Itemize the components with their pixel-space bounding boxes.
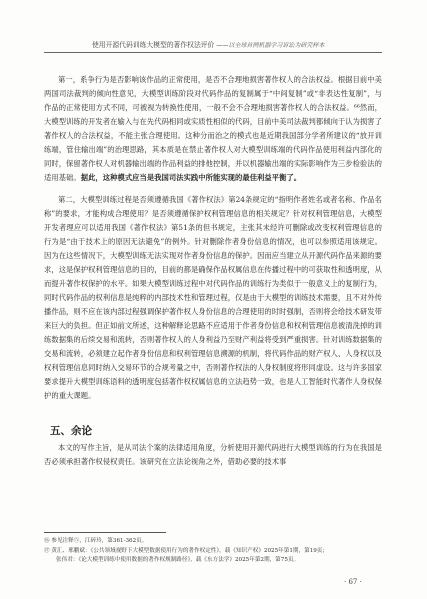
footnotes [44, 537, 382, 566]
footnote-66: ⑯ 参见注释⑤，江碎玲，第361-362页。 [44, 538, 148, 544]
paragraph-first [44, 73, 382, 185]
paragraph-second-text: 第二，大模型训练过程是否须遵循我国《著作权法》第24条规定的“指明作者姓名或者名称、作品名称”的要求，才能构成合理使用？是否须遵循保护权利管理信息的相关规定？针对权利管理信息，大模型开发者理应可以适用我国《著作权法》第51条的但书规定，主张其未经许可删除或改变权利管理信息的行为是“由于技术上的原因无法避免”的例外。针对删除作者身份信息的情况，也可以参照适用该规定。因为在这些情况下，大模型训练无法实现对作者身份信息的保护。 [44, 195, 382, 260]
running-head-subtitle: ——以全球首例机器学习诉讼为研究样本 [216, 42, 325, 49]
paragraph-second [44, 193, 382, 403]
footnote-67-continued: 张伟君：《论大模型训练中使用数据的著作权规制路径》，载《东方法学》2025年第2期，第75页。 [56, 557, 300, 564]
paragraph-first-bold: 据此，这种模式应当是我国司法实践中所能实现的最佳利益平衡了。 [80, 173, 302, 182]
paragraph-second-tail: 因而应当建立从开源代码作品来源的要求，这是保护权利管理信息的目的，目前的都是确保作品权属信息在传播过程中的可获取性和透明度，从而提升著作权保护的水平。如果大模型训练过程中对代码作品的训练行为类似于一般意义上的复制行为，同时代码作品的权利信息是纯粹的内部技术性和管理过程，仅是由于大模型的训练技术需要，且不对外传播作品，则不应在该内部过程强调保护著作权人身份信息的合理使用的时时强制，否则将会给技术研发带来巨大的负担。但正如前文所述，这种解释论思路不应适用于作者身份信息和权利管理信息被清洗掉的训练数据集的后续交易和流转，否则著作权人的人身利益乃至财产利益将受到严重损害。针对训练数据集的交易和流转，必须建立起作者身份信息和权利管理信息溯源的机制，将代码作品的财产权人、人身权以及权利管理信息同时纳入交易环节的合规考量之中，否则著作权法的人身权制度将形同虚设。这与许多国家要求提升大模型训练语料的透明度包括著作权权属信息的立法趋势一致，也是人工智能时代著作人身权保护的重大课题。 [44, 251, 382, 400]
footnote-67: ⑰ 黄汇、邢鹏斌：《公共领域视野下大模型数据使用行为的著作权定性》，载《知识产权》2025年第1期，第19页； [44, 547, 328, 554]
footnote-rule [44, 532, 166, 533]
running-head [92, 41, 392, 50]
conclusion-paragraph: 本文的写作主旨，是从司法个案的法律适用角度，分析使用开源代码进行大模型训练的行为在我国是否必须承担著作权侵权责任。该研究在立法论视角之外，借助必要的技术事 [44, 443, 382, 466]
main-body [44, 73, 382, 411]
conclusion-body [44, 441, 382, 477]
section-heading-conclusion: 五、余论 [50, 425, 92, 437]
paragraph-first-text: 第一，系争行为是否影响该作品的正常使用，是否不合理地损害著作权人的合法权益。根据目前中美两国司法裁判的倾向性意见，大模型训练阶段对代码作品的复制属于“中间复制”或“非表达性复制”，与作品的正常使用方式不同，可被视为转换性使用，一般不会不合理地损害著作权人的合法权益。⁶⁶然而，大模型训练的开发者在输入与在先代码相同或实质性相似的代码，目前中美司法裁判都倾向于认为损害了著作权人的合法权益，不能主张合理使用。这种分而治之的模式也是近期我国部分学者所建议的“放开训练端，管住输出端”的治理思路，其本质是在禁止著作权人对大模型训练端的代码作品使用利益内部化的同时，保留著作权人对机器输出端的作品利益的排他控制，并以机器输出端的实际影响作为三步检验法的适用基础。 [44, 75, 382, 182]
header-rule [44, 52, 382, 53]
page-number: · 67 · [344, 578, 362, 586]
running-head-title: 使用开源代码训练大模型的著作权法评价 [92, 41, 215, 49]
